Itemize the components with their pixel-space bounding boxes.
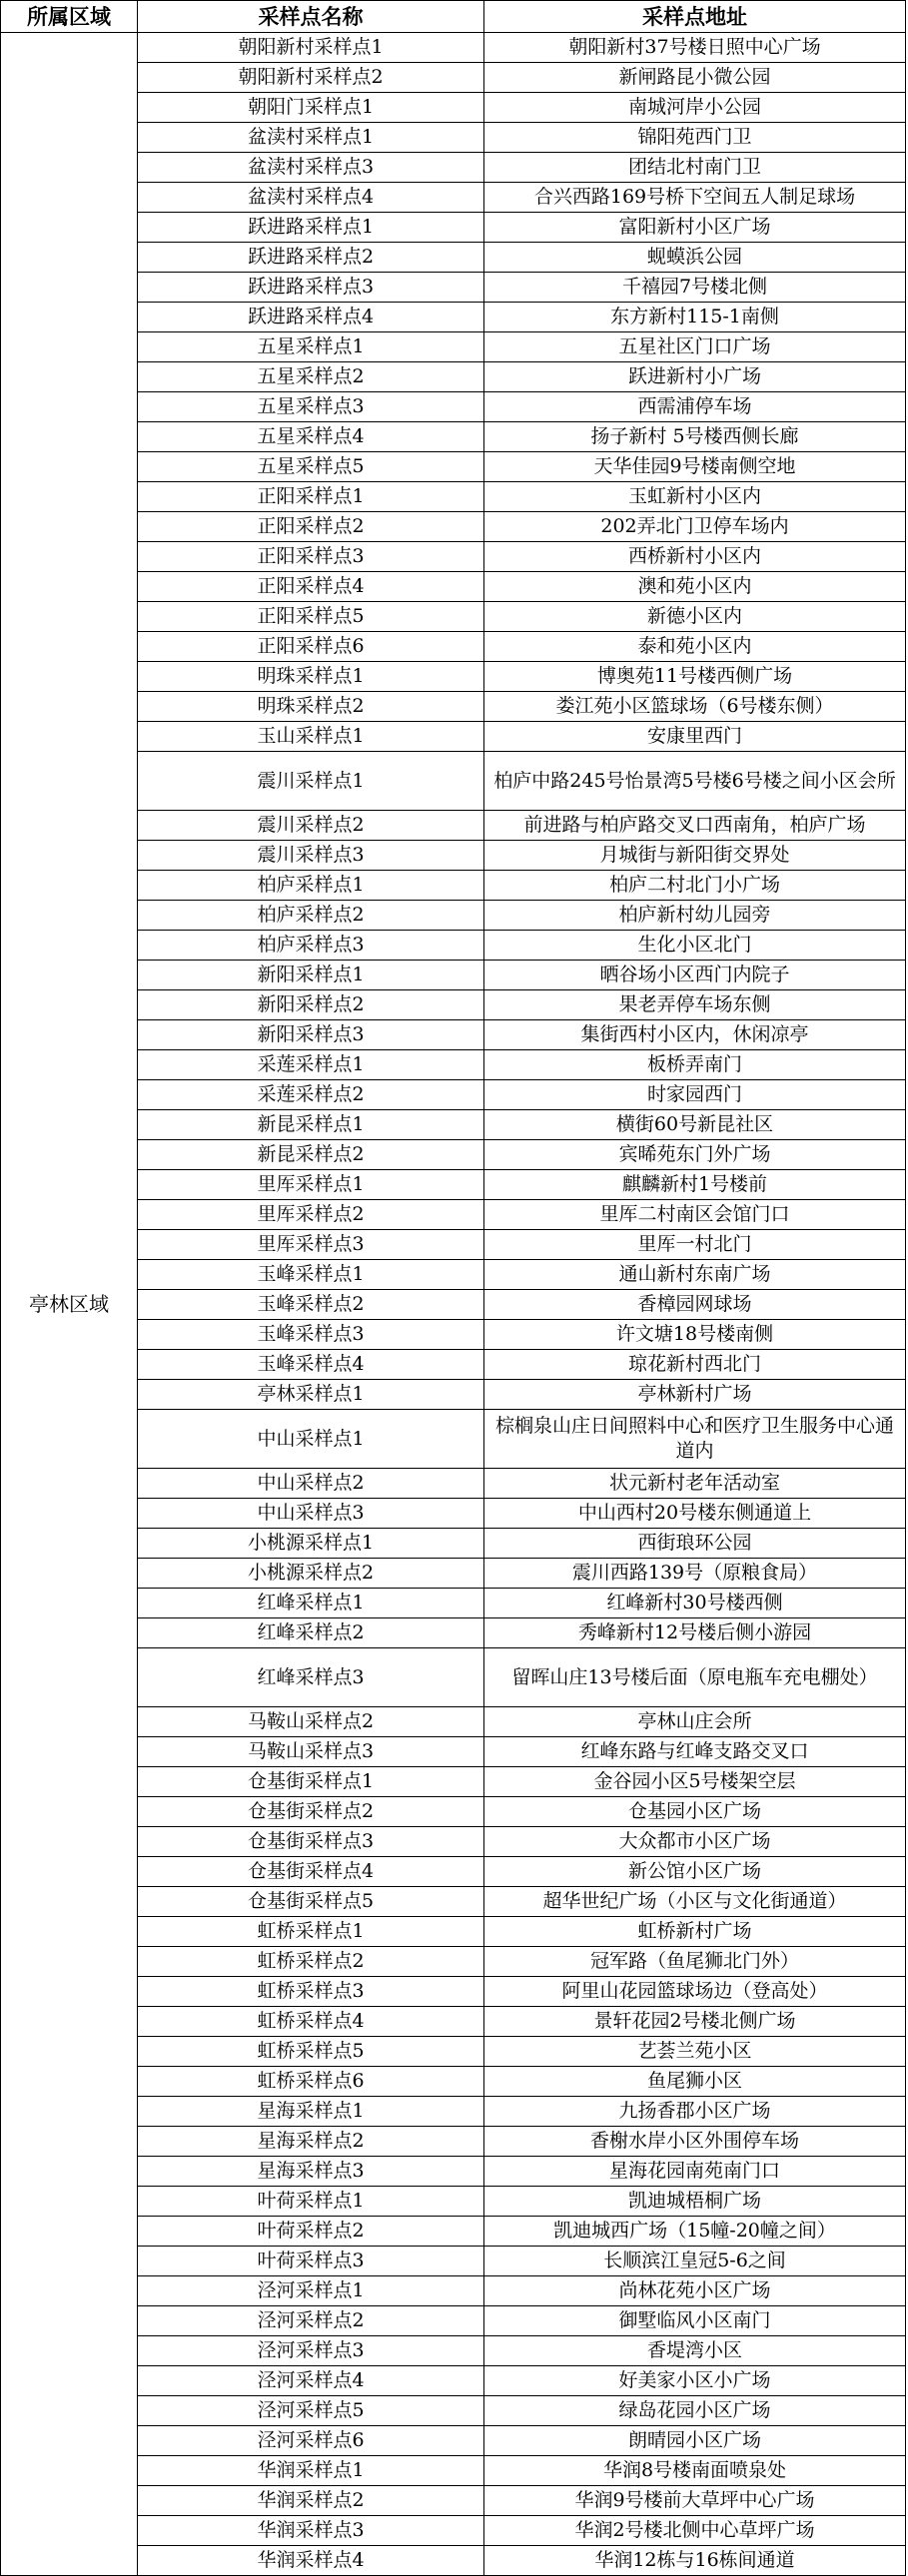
point-address-cell: 棕榈泉山庄日间照料中心和医疗卫生服务中心通道内 [484, 1410, 906, 1469]
point-name-cell: 五星采样点1 [138, 332, 484, 362]
point-name-cell: 仓基街采样点4 [138, 1857, 484, 1887]
point-address-cell: 华润12栋与16栋间通道 [484, 2546, 906, 2576]
point-address-cell: 扬子新村 5号楼西侧长廊 [484, 422, 906, 452]
point-name-cell: 红峰采样点3 [138, 1648, 484, 1707]
point-address-cell: 柏庐二村北门小广场 [484, 871, 906, 901]
point-address-cell: 仓基园小区广场 [484, 1797, 906, 1827]
point-name-cell: 华润采样点3 [138, 2516, 484, 2546]
point-name-cell: 小桃源采样点2 [138, 1559, 484, 1589]
header-point-address: 采样点地址 [484, 1, 906, 33]
point-name-cell: 朝阳新村采样点2 [138, 63, 484, 93]
point-name-cell: 仓基街采样点1 [138, 1767, 484, 1797]
point-name-cell: 里厍采样点1 [138, 1170, 484, 1200]
point-address-cell: 华润2号楼北侧中心草坪广场 [484, 2516, 906, 2546]
point-name-cell: 五星采样点4 [138, 422, 484, 452]
point-address-cell: 新闸路昆小微公园 [484, 63, 906, 93]
point-name-cell: 叶荷采样点2 [138, 2217, 484, 2247]
point-name-cell: 星海采样点1 [138, 2097, 484, 2127]
point-address-cell: 秀峰新村12号楼后侧小游园 [484, 1618, 906, 1648]
point-address-cell: 横街60号新昆社区 [484, 1110, 906, 1140]
point-address-cell: 合兴西路169号桥下空间五人制足球场 [484, 183, 906, 213]
point-address-cell: 里厍二村南区会馆门口 [484, 1200, 906, 1230]
point-name-cell: 仓基街采样点5 [138, 1887, 484, 1917]
point-name-cell: 华润采样点1 [138, 2456, 484, 2486]
point-address-cell: 柏庐中路245号怡景湾5号楼6号楼之间小区会所 [484, 752, 906, 811]
point-address-cell: 柏庐新村幼儿园旁 [484, 901, 906, 931]
point-name-cell: 五星采样点3 [138, 392, 484, 422]
point-address-cell: 朗晴园小区广场 [484, 2426, 906, 2456]
header-row [1, 1, 906, 33]
table-row [1, 33, 906, 63]
point-name-cell: 震川采样点2 [138, 811, 484, 841]
point-name-cell: 虹桥采样点4 [138, 2007, 484, 2037]
point-address-cell: 前进路与柏庐路交叉口西南角，柏庐广场 [484, 811, 906, 841]
point-address-cell: 西桥新村小区内 [484, 542, 906, 572]
header-point-name: 采样点名称 [138, 1, 484, 33]
point-address-cell: 状元新村老年活动室 [484, 1469, 906, 1499]
point-address-cell: 202弄北门卫停车场内 [484, 512, 906, 542]
point-address-cell: 香堤湾小区 [484, 2336, 906, 2366]
point-address-cell: 晒谷场小区西门内院子 [484, 961, 906, 990]
point-name-cell: 采莲采样点1 [138, 1050, 484, 1080]
point-address-cell: 澳和苑小区内 [484, 572, 906, 602]
point-name-cell: 仓基街采样点2 [138, 1797, 484, 1827]
point-address-cell: 麒麟新村1号楼前 [484, 1170, 906, 1200]
point-name-cell: 正阳采样点2 [138, 512, 484, 542]
point-address-cell: 生化小区北门 [484, 931, 906, 961]
point-address-cell: 安康里西门 [484, 722, 906, 752]
point-name-cell: 玉山采样点1 [138, 722, 484, 752]
point-address-cell: 五星社区门口广场 [484, 332, 906, 362]
point-address-cell: 时家园西门 [484, 1080, 906, 1110]
point-name-cell: 采莲采样点2 [138, 1080, 484, 1110]
point-name-cell: 虹桥采样点1 [138, 1917, 484, 1947]
point-address-cell: 东方新村115-1南侧 [484, 303, 906, 332]
point-name-cell: 玉峰采样点4 [138, 1350, 484, 1380]
point-name-cell: 虹桥采样点3 [138, 1977, 484, 2007]
point-address-cell: 虹桥新村广场 [484, 1917, 906, 1947]
point-name-cell: 星海采样点2 [138, 2127, 484, 2157]
point-address-cell: 集街西村小区内，休闲凉亭 [484, 1020, 906, 1050]
point-address-cell: 华润9号楼前大草坪中心广场 [484, 2486, 906, 2516]
point-address-cell: 玉虹新村小区内 [484, 482, 906, 512]
point-name-cell: 虹桥采样点5 [138, 2037, 484, 2067]
point-name-cell: 盆渎村采样点1 [138, 123, 484, 153]
point-name-cell: 五星采样点5 [138, 452, 484, 482]
point-address-cell: 艺荟兰苑小区 [484, 2037, 906, 2067]
point-address-cell: 朝阳新村37号楼日照中心广场 [484, 33, 906, 63]
point-address-cell: 香樟园网球场 [484, 1290, 906, 1320]
point-name-cell: 玉峰采样点2 [138, 1290, 484, 1320]
point-address-cell: 通山新村东南广场 [484, 1260, 906, 1290]
point-address-cell: 红峰新村30号楼西侧 [484, 1589, 906, 1618]
point-name-cell: 正阳采样点6 [138, 632, 484, 662]
point-name-cell: 泾河采样点1 [138, 2276, 484, 2306]
point-address-cell: 震川西路139号（原粮食局） [484, 1559, 906, 1589]
point-name-cell: 跃进路采样点4 [138, 303, 484, 332]
point-name-cell: 新阳采样点1 [138, 961, 484, 990]
point-address-cell: 团结北村南门卫 [484, 153, 906, 183]
point-name-cell: 盆渎村采样点4 [138, 183, 484, 213]
point-address-cell: 琼花新村西北门 [484, 1350, 906, 1380]
point-name-cell: 跃进路采样点3 [138, 273, 484, 303]
point-address-cell: 金谷园小区5号楼架空层 [484, 1767, 906, 1797]
point-name-cell: 玉峰采样点3 [138, 1320, 484, 1350]
point-name-cell: 玉峰采样点1 [138, 1260, 484, 1290]
header-region: 所属区域 [1, 1, 138, 33]
point-name-cell: 柏庐采样点2 [138, 901, 484, 931]
point-address-cell: 冠军路（鱼尾狮北门外） [484, 1947, 906, 1977]
point-name-cell: 朝阳门采样点1 [138, 93, 484, 123]
point-name-cell: 华润采样点2 [138, 2486, 484, 2516]
point-address-cell: 果老弄停车场东侧 [484, 990, 906, 1020]
point-address-cell: 红峰东路与红峰支路交叉口 [484, 1737, 906, 1767]
point-address-cell: 长顺滨江皇冠5-6之间 [484, 2247, 906, 2276]
point-name-cell: 跃进路采样点1 [138, 213, 484, 243]
point-name-cell: 中山采样点1 [138, 1410, 484, 1469]
point-address-cell: 新德小区内 [484, 602, 906, 632]
point-address-cell: 西街琅环公园 [484, 1529, 906, 1559]
point-address-cell: 中山西村20号楼东侧通道上 [484, 1499, 906, 1529]
point-name-cell: 震川采样点3 [138, 841, 484, 871]
point-name-cell: 新阳采样点2 [138, 990, 484, 1020]
point-name-cell: 马鞍山采样点3 [138, 1737, 484, 1767]
point-name-cell: 虹桥采样点6 [138, 2067, 484, 2097]
point-address-cell: 跃进新村小广场 [484, 362, 906, 392]
point-name-cell: 虹桥采样点2 [138, 1947, 484, 1977]
point-address-cell: 板桥弄南门 [484, 1050, 906, 1080]
point-address-cell: 西需浦停车场 [484, 392, 906, 422]
point-name-cell: 中山采样点3 [138, 1499, 484, 1529]
point-name-cell: 叶荷采样点3 [138, 2247, 484, 2276]
point-name-cell: 柏庐采样点1 [138, 871, 484, 901]
point-name-cell: 泾河采样点3 [138, 2336, 484, 2366]
point-address-cell: 新公馆小区广场 [484, 1857, 906, 1887]
point-name-cell: 正阳采样点5 [138, 602, 484, 632]
region-cell: 亭林区域 [1, 33, 138, 2576]
point-address-cell: 娄江苑小区篮球场（6号楼东侧） [484, 692, 906, 722]
point-name-cell: 泾河采样点4 [138, 2366, 484, 2396]
point-address-cell: 华润8号楼南面喷泉处 [484, 2456, 906, 2486]
point-name-cell: 震川采样点1 [138, 752, 484, 811]
point-name-cell: 泾河采样点6 [138, 2426, 484, 2456]
point-address-cell: 阿里山花园篮球场边（登高处） [484, 1977, 906, 2007]
point-address-cell: 宾晞苑东门外广场 [484, 1140, 906, 1170]
point-name-cell: 明珠采样点2 [138, 692, 484, 722]
point-address-cell: 鱼尾狮小区 [484, 2067, 906, 2097]
point-name-cell: 盆渎村采样点3 [138, 153, 484, 183]
point-name-cell: 跃进路采样点2 [138, 243, 484, 273]
point-address-cell: 绿岛花园小区广场 [484, 2396, 906, 2426]
point-address-cell: 景轩花园2号楼北侧广场 [484, 2007, 906, 2037]
point-name-cell: 仓基街采样点3 [138, 1827, 484, 1857]
point-name-cell: 星海采样点3 [138, 2157, 484, 2187]
point-address-cell: 泰和苑小区内 [484, 632, 906, 662]
point-name-cell: 五星采样点2 [138, 362, 484, 392]
point-address-cell: 御墅临风小区南门 [484, 2306, 906, 2336]
point-name-cell: 正阳采样点1 [138, 482, 484, 512]
point-name-cell: 正阳采样点4 [138, 572, 484, 602]
point-name-cell: 华润采样点4 [138, 2546, 484, 2576]
point-address-cell: 大众都市小区广场 [484, 1827, 906, 1857]
point-address-cell: 南城河岸小公园 [484, 93, 906, 123]
point-address-cell: 九扬香郡小区广场 [484, 2097, 906, 2127]
point-address-cell: 千禧园7号楼北侧 [484, 273, 906, 303]
point-name-cell: 泾河采样点5 [138, 2396, 484, 2426]
point-name-cell: 红峰采样点1 [138, 1589, 484, 1618]
point-name-cell: 亭林采样点1 [138, 1380, 484, 1410]
point-address-cell: 留晖山庄13号楼后面（原电瓶车充电棚处） [484, 1648, 906, 1707]
point-address-cell: 蚬蟆浜公园 [484, 243, 906, 273]
point-address-cell: 尚林花苑小区广场 [484, 2276, 906, 2306]
point-name-cell: 朝阳新村采样点1 [138, 33, 484, 63]
point-address-cell: 里厍一村北门 [484, 1230, 906, 1260]
point-name-cell: 新昆采样点1 [138, 1110, 484, 1140]
point-address-cell: 凯迪城西广场（15幢-20幢之间） [484, 2217, 906, 2247]
point-name-cell: 明珠采样点1 [138, 662, 484, 692]
point-name-cell: 新昆采样点2 [138, 1140, 484, 1170]
point-name-cell: 马鞍山采样点2 [138, 1707, 484, 1737]
point-name-cell: 里厍采样点3 [138, 1230, 484, 1260]
point-address-cell: 超华世纪广场（小区与文化街通道） [484, 1887, 906, 1917]
point-address-cell: 星海花园南苑南门口 [484, 2157, 906, 2187]
point-address-cell: 凯迪城梧桐广场 [484, 2187, 906, 2217]
point-name-cell: 泾河采样点2 [138, 2306, 484, 2336]
point-address-cell: 亭林山庄会所 [484, 1707, 906, 1737]
point-name-cell: 里厍采样点2 [138, 1200, 484, 1230]
point-name-cell: 红峰采样点2 [138, 1618, 484, 1648]
point-address-cell: 香榭水岸小区外围停车场 [484, 2127, 906, 2157]
point-address-cell: 锦阳苑西门卫 [484, 123, 906, 153]
point-address-cell: 许文塘18号楼南侧 [484, 1320, 906, 1350]
point-name-cell: 柏庐采样点3 [138, 931, 484, 961]
point-address-cell: 博奥苑11号楼西侧广场 [484, 662, 906, 692]
table-body [1, 33, 906, 2576]
point-address-cell: 富阳新村小区广场 [484, 213, 906, 243]
point-name-cell: 新阳采样点3 [138, 1020, 484, 1050]
point-address-cell: 天华佳园9号楼南侧空地 [484, 452, 906, 482]
point-address-cell: 好美家小区小广场 [484, 2366, 906, 2396]
point-name-cell: 正阳采样点3 [138, 542, 484, 572]
point-name-cell: 小桃源采样点1 [138, 1529, 484, 1559]
point-address-cell: 月城街与新阳街交界处 [484, 841, 906, 871]
point-name-cell: 叶荷采样点1 [138, 2187, 484, 2217]
point-name-cell: 中山采样点2 [138, 1469, 484, 1499]
point-address-cell: 亭林新村广场 [484, 1380, 906, 1410]
